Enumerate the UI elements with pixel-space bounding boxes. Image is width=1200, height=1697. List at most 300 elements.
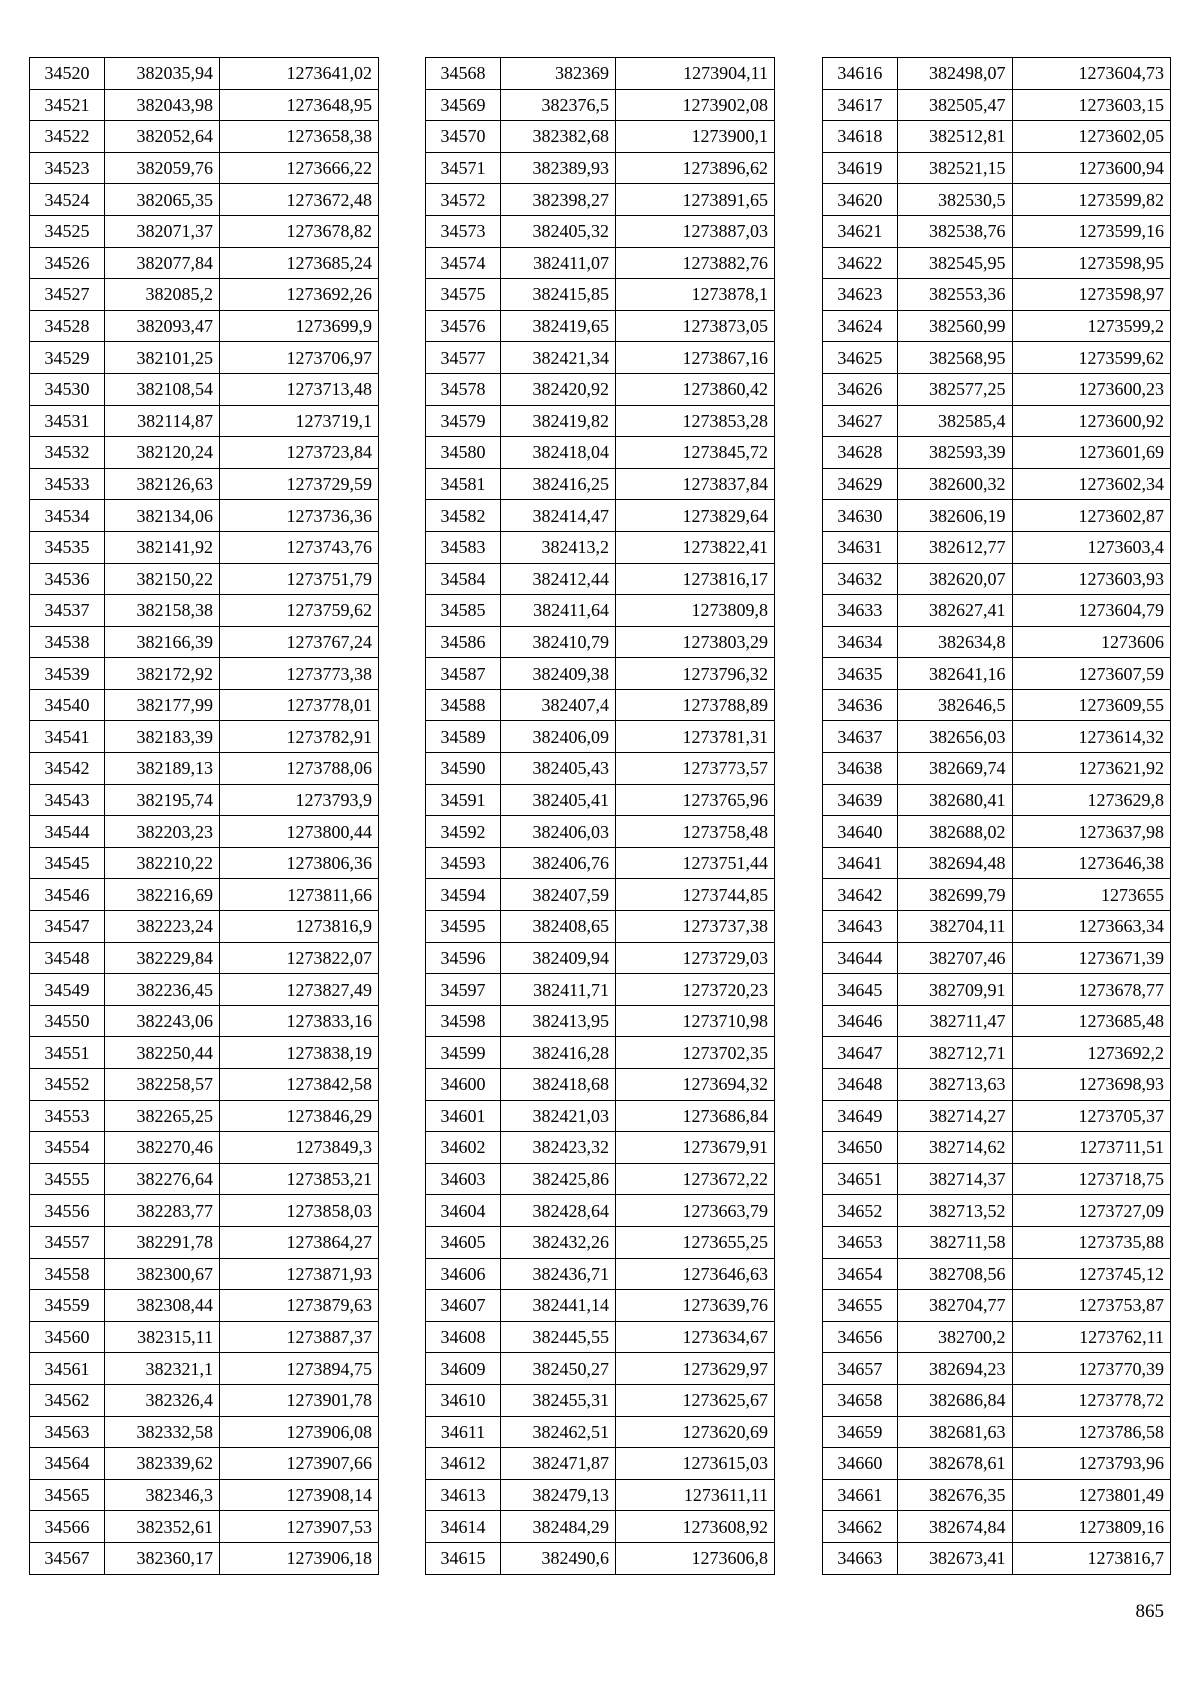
y-coordinate-cell: 1273735,88 [1012,1226,1170,1258]
point-number-cell: 34633 [823,595,898,627]
y-coordinate-cell: 1273816,17 [616,563,775,595]
x-coordinate-cell: 382071,37 [105,215,220,247]
point-number-cell: 34536 [30,563,105,595]
y-coordinate-cell: 1273718,75 [1012,1163,1170,1195]
point-number-cell: 34651 [823,1163,898,1195]
point-number-cell: 34553 [30,1100,105,1132]
table-row [823,658,1171,690]
x-coordinate-cell: 382423,32 [501,1132,616,1164]
table-row [30,753,379,785]
table-row [30,1132,379,1164]
coordinate-tables [29,57,1171,1577]
y-coordinate-cell: 1273601,69 [1012,437,1170,469]
table-row [823,626,1171,658]
table-row [30,215,379,247]
point-number-cell: 34544 [30,816,105,848]
y-coordinate-cell: 1273816,7 [1012,1542,1170,1574]
point-number-cell: 34557 [30,1226,105,1258]
point-number-cell: 34565 [30,1479,105,1511]
y-coordinate-cell: 1273833,16 [220,1005,379,1037]
x-coordinate-cell: 382419,82 [501,405,616,437]
point-number-cell: 34614 [426,1511,501,1543]
x-coordinate-cell: 382712,71 [897,1037,1012,1069]
y-coordinate-cell: 1273604,73 [1012,58,1170,90]
x-coordinate-cell: 382606,19 [897,500,1012,532]
point-number-cell: 34578 [426,373,501,405]
y-coordinate-cell: 1273838,19 [220,1037,379,1069]
y-coordinate-cell: 1273600,94 [1012,152,1170,184]
table-row [426,626,775,658]
table-row [426,215,775,247]
table-row [30,1037,379,1069]
x-coordinate-cell: 382059,76 [105,152,220,184]
y-coordinate-cell: 1273887,37 [220,1321,379,1353]
x-coordinate-cell: 382413,2 [501,531,616,563]
coordinate-table-3 [822,57,1171,1575]
y-coordinate-cell: 1273907,53 [220,1511,379,1543]
x-coordinate-cell: 382419,65 [501,310,616,342]
x-coordinate-cell: 382634,8 [897,626,1012,658]
point-number-cell: 34555 [30,1163,105,1195]
table-row [30,1448,379,1480]
point-number-cell: 34616 [823,58,898,90]
point-number-cell: 34600 [426,1069,501,1101]
point-number-cell: 34558 [30,1258,105,1290]
y-coordinate-cell: 1273646,38 [1012,847,1170,879]
y-coordinate-cell: 1273641,02 [220,58,379,90]
table-row [30,974,379,1006]
point-number-cell: 34537 [30,595,105,627]
table-row [426,1542,775,1574]
y-coordinate-cell: 1273655,25 [616,1226,775,1258]
table-row [426,816,775,848]
y-coordinate-cell: 1273672,48 [220,184,379,216]
table-row [30,626,379,658]
y-coordinate-cell: 1273678,77 [1012,974,1170,1006]
y-coordinate-cell: 1273705,37 [1012,1100,1170,1132]
table-row [30,689,379,721]
x-coordinate-cell: 382177,99 [105,689,220,721]
point-number-cell: 34646 [823,1005,898,1037]
y-coordinate-cell: 1273720,23 [616,974,775,1006]
point-number-cell: 34576 [426,310,501,342]
table-row [30,1384,379,1416]
y-coordinate-cell: 1273882,76 [616,247,775,279]
table-row [30,121,379,153]
y-coordinate-cell: 1273901,78 [220,1384,379,1416]
y-coordinate-cell: 1273609,55 [1012,689,1170,721]
x-coordinate-cell: 382410,79 [501,626,616,658]
table-row [823,500,1171,532]
table-row [30,1100,379,1132]
x-coordinate-cell: 382641,16 [897,658,1012,690]
table-row [30,942,379,974]
x-coordinate-cell: 382441,14 [501,1290,616,1322]
table-row [30,247,379,279]
y-coordinate-cell: 1273723,84 [220,437,379,469]
x-coordinate-cell: 382676,35 [897,1479,1012,1511]
y-coordinate-cell: 1273751,44 [616,847,775,879]
y-coordinate-cell: 1273629,8 [1012,784,1170,816]
table-row [426,1163,775,1195]
x-coordinate-cell: 382656,03 [897,721,1012,753]
x-coordinate-cell: 382414,47 [501,500,616,532]
x-coordinate-cell: 382627,41 [897,595,1012,627]
point-number-cell: 34654 [823,1258,898,1290]
y-coordinate-cell: 1273908,14 [220,1479,379,1511]
point-number-cell: 34539 [30,658,105,690]
point-number-cell: 34541 [30,721,105,753]
point-number-cell: 34526 [30,247,105,279]
y-coordinate-cell: 1273765,96 [616,784,775,816]
x-coordinate-cell: 382352,61 [105,1511,220,1543]
table-row [30,1005,379,1037]
table-row [823,1132,1171,1164]
table-row [823,121,1171,153]
point-number-cell: 34562 [30,1384,105,1416]
x-coordinate-cell: 382389,93 [501,152,616,184]
x-coordinate-cell: 382711,58 [897,1226,1012,1258]
y-coordinate-cell: 1273773,57 [616,753,775,785]
point-number-cell: 34643 [823,911,898,943]
point-number-cell: 34627 [823,405,898,437]
table-row [30,279,379,311]
point-number-cell: 34577 [426,342,501,374]
x-coordinate-cell: 382445,55 [501,1321,616,1353]
y-coordinate-cell: 1273759,62 [220,595,379,627]
x-coordinate-cell: 382420,92 [501,373,616,405]
x-coordinate-cell: 382270,46 [105,1132,220,1164]
table-row [30,405,379,437]
x-coordinate-cell: 382407,59 [501,879,616,911]
x-coordinate-cell: 382408,65 [501,911,616,943]
y-coordinate-cell: 1273751,79 [220,563,379,595]
x-coordinate-cell: 382585,4 [897,405,1012,437]
x-coordinate-cell: 382498,07 [897,58,1012,90]
y-coordinate-cell: 1273891,65 [616,184,775,216]
table-row [30,1511,379,1543]
table-row [30,89,379,121]
y-coordinate-cell: 1273603,15 [1012,89,1170,121]
table-row [30,468,379,500]
y-coordinate-cell: 1273663,79 [616,1195,775,1227]
x-coordinate-cell: 382688,02 [897,816,1012,848]
point-number-cell: 34545 [30,847,105,879]
y-coordinate-cell: 1273767,24 [220,626,379,658]
x-coordinate-cell: 382568,95 [897,342,1012,374]
y-coordinate-cell: 1273906,18 [220,1542,379,1574]
y-coordinate-cell: 1273727,09 [1012,1195,1170,1227]
table-row [426,279,775,311]
point-number-cell: 34637 [823,721,898,753]
point-number-cell: 34609 [426,1353,501,1385]
x-coordinate-cell: 382484,29 [501,1511,616,1543]
point-number-cell: 34564 [30,1448,105,1480]
y-coordinate-cell: 1273773,38 [220,658,379,690]
x-coordinate-cell: 382600,32 [897,468,1012,500]
table-row [426,1448,775,1480]
table-row [426,1321,775,1353]
x-coordinate-cell: 382421,03 [501,1100,616,1132]
x-coordinate-cell: 382406,03 [501,816,616,848]
table-row [426,531,775,563]
table-row [30,1321,379,1353]
point-number-cell: 34652 [823,1195,898,1227]
y-coordinate-cell: 1273655 [1012,879,1170,911]
x-coordinate-cell: 382425,86 [501,1163,616,1195]
y-coordinate-cell: 1273663,34 [1012,911,1170,943]
y-coordinate-cell: 1273604,79 [1012,595,1170,627]
x-coordinate-cell: 382093,47 [105,310,220,342]
y-coordinate-cell: 1273600,92 [1012,405,1170,437]
y-coordinate-cell: 1273737,38 [616,911,775,943]
x-coordinate-cell: 382332,58 [105,1416,220,1448]
table-row [823,1290,1171,1322]
y-coordinate-cell: 1273646,63 [616,1258,775,1290]
y-coordinate-cell: 1273902,08 [616,89,775,121]
x-coordinate-cell: 382150,22 [105,563,220,595]
table-row [823,816,1171,848]
point-number-cell: 34542 [30,753,105,785]
point-number-cell: 34628 [823,437,898,469]
point-number-cell: 34641 [823,847,898,879]
table-row [823,405,1171,437]
point-number-cell: 34584 [426,563,501,595]
table-row [823,1037,1171,1069]
point-number-cell: 34571 [426,152,501,184]
table-row [30,1479,379,1511]
y-coordinate-cell: 1273606,8 [616,1542,775,1574]
y-coordinate-cell: 1273678,82 [220,215,379,247]
x-coordinate-cell: 382713,63 [897,1069,1012,1101]
point-number-cell: 34615 [426,1542,501,1574]
x-coordinate-cell: 382455,31 [501,1384,616,1416]
y-coordinate-cell: 1273729,03 [616,942,775,974]
x-coordinate-cell: 382412,44 [501,563,616,595]
point-number-cell: 34540 [30,689,105,721]
point-number-cell: 34560 [30,1321,105,1353]
table-row [823,563,1171,595]
x-coordinate-cell: 382577,25 [897,373,1012,405]
coordinate-table-body [30,58,379,1575]
x-coordinate-cell: 382291,78 [105,1226,220,1258]
table-row [30,658,379,690]
y-coordinate-cell: 1273607,59 [1012,658,1170,690]
table-row [426,942,775,974]
table-row [30,437,379,469]
x-coordinate-cell: 382183,39 [105,721,220,753]
point-number-cell: 34556 [30,1195,105,1227]
table-row [823,1542,1171,1574]
y-coordinate-cell: 1273702,35 [616,1037,775,1069]
x-coordinate-cell: 382101,25 [105,342,220,374]
x-coordinate-cell: 382405,32 [501,215,616,247]
y-coordinate-cell: 1273648,95 [220,89,379,121]
y-coordinate-cell: 1273679,91 [616,1132,775,1164]
point-number-cell: 34645 [823,974,898,1006]
x-coordinate-cell: 382714,37 [897,1163,1012,1195]
point-number-cell: 34603 [426,1163,501,1195]
x-coordinate-cell: 382216,69 [105,879,220,911]
x-coordinate-cell: 382398,27 [501,184,616,216]
x-coordinate-cell: 382360,17 [105,1542,220,1574]
table-row [823,1163,1171,1195]
y-coordinate-cell: 1273603,93 [1012,563,1170,595]
table-row [426,1132,775,1164]
x-coordinate-cell: 382415,85 [501,279,616,311]
x-coordinate-cell: 382250,44 [105,1037,220,1069]
y-coordinate-cell: 1273598,97 [1012,279,1170,311]
point-number-cell: 34605 [426,1226,501,1258]
table-row [426,1416,775,1448]
y-coordinate-cell: 1273608,92 [616,1511,775,1543]
point-number-cell: 34621 [823,215,898,247]
point-number-cell: 34534 [30,500,105,532]
table-row [823,342,1171,374]
y-coordinate-cell: 1273796,32 [616,658,775,690]
x-coordinate-cell: 382409,94 [501,942,616,974]
x-coordinate-cell: 382479,13 [501,1479,616,1511]
table-row [823,1384,1171,1416]
table-row [426,658,775,690]
point-number-cell: 34549 [30,974,105,1006]
table-row [426,753,775,785]
y-coordinate-cell: 1273625,67 [616,1384,775,1416]
table-row [426,373,775,405]
x-coordinate-cell: 382538,76 [897,215,1012,247]
x-coordinate-cell: 382108,54 [105,373,220,405]
x-coordinate-cell: 382674,84 [897,1511,1012,1543]
x-coordinate-cell: 382265,25 [105,1100,220,1132]
table-row [823,58,1171,90]
x-coordinate-cell: 382405,41 [501,784,616,816]
table-row [30,1163,379,1195]
point-number-cell: 34543 [30,784,105,816]
table-row [823,1258,1171,1290]
x-coordinate-cell: 382714,62 [897,1132,1012,1164]
table-row [30,563,379,595]
point-number-cell: 34552 [30,1069,105,1101]
y-coordinate-cell: 1273867,16 [616,342,775,374]
y-coordinate-cell: 1273744,85 [616,879,775,911]
y-coordinate-cell: 1273685,24 [220,247,379,279]
point-number-cell: 34630 [823,500,898,532]
x-coordinate-cell: 382065,35 [105,184,220,216]
table-row [426,121,775,153]
point-number-cell: 34595 [426,911,501,943]
table-row [426,879,775,911]
table-row [823,373,1171,405]
y-coordinate-cell: 1273639,76 [616,1290,775,1322]
point-number-cell: 34532 [30,437,105,469]
table-row [426,342,775,374]
y-coordinate-cell: 1273845,72 [616,437,775,469]
x-coordinate-cell: 382704,77 [897,1290,1012,1322]
point-number-cell: 34594 [426,879,501,911]
point-number-cell: 34634 [823,626,898,658]
x-coordinate-cell: 382681,63 [897,1416,1012,1448]
point-number-cell: 34538 [30,626,105,658]
y-coordinate-cell: 1273602,87 [1012,500,1170,532]
table-row [823,468,1171,500]
point-number-cell: 34655 [823,1290,898,1322]
x-coordinate-cell: 382308,44 [105,1290,220,1322]
x-coordinate-cell: 382462,51 [501,1416,616,1448]
table-row [426,89,775,121]
y-coordinate-cell: 1273599,82 [1012,184,1170,216]
table-row [426,152,775,184]
y-coordinate-cell: 1273685,48 [1012,1005,1170,1037]
x-coordinate-cell: 382406,76 [501,847,616,879]
x-coordinate-cell: 382646,5 [897,689,1012,721]
table-row [30,1069,379,1101]
table-row [823,1100,1171,1132]
table-row [426,974,775,1006]
y-coordinate-cell: 1273743,76 [220,531,379,563]
table-row [30,184,379,216]
point-number-cell: 34521 [30,89,105,121]
y-coordinate-cell: 1273629,97 [616,1353,775,1385]
x-coordinate-cell: 382707,46 [897,942,1012,974]
y-coordinate-cell: 1273658,38 [220,121,379,153]
point-number-cell: 34619 [823,152,898,184]
table-row [426,1100,775,1132]
point-number-cell: 34626 [823,373,898,405]
point-number-cell: 34611 [426,1416,501,1448]
y-coordinate-cell: 1273694,32 [616,1069,775,1101]
x-coordinate-cell: 382326,4 [105,1384,220,1416]
point-number-cell: 34568 [426,58,501,90]
y-coordinate-cell: 1273710,98 [616,1005,775,1037]
table-row [426,1353,775,1385]
table-row [30,911,379,943]
y-coordinate-cell: 1273827,49 [220,974,379,1006]
point-number-cell: 34586 [426,626,501,658]
y-coordinate-cell: 1273879,63 [220,1290,379,1322]
y-coordinate-cell: 1273900,1 [616,121,775,153]
point-number-cell: 34610 [426,1384,501,1416]
point-number-cell: 34585 [426,595,501,627]
table-row [30,310,379,342]
y-coordinate-cell: 1273692,26 [220,279,379,311]
x-coordinate-cell: 382709,91 [897,974,1012,1006]
x-coordinate-cell: 382490,6 [501,1542,616,1574]
x-coordinate-cell: 382699,79 [897,879,1012,911]
y-coordinate-cell: 1273793,96 [1012,1448,1170,1480]
x-coordinate-cell: 382411,71 [501,974,616,1006]
table-row [823,595,1171,627]
coordinate-table-body [426,58,775,1575]
table-row [823,1511,1171,1543]
x-coordinate-cell: 382713,52 [897,1195,1012,1227]
x-coordinate-cell: 382673,41 [897,1542,1012,1574]
y-coordinate-cell: 1273602,34 [1012,468,1170,500]
table-row [30,1258,379,1290]
point-number-cell: 34650 [823,1132,898,1164]
point-number-cell: 34530 [30,373,105,405]
point-number-cell: 34583 [426,531,501,563]
y-coordinate-cell: 1273853,21 [220,1163,379,1195]
y-coordinate-cell: 1273599,16 [1012,215,1170,247]
point-number-cell: 34593 [426,847,501,879]
y-coordinate-cell: 1273822,07 [220,942,379,974]
x-coordinate-cell: 382694,23 [897,1353,1012,1385]
x-coordinate-cell: 382376,5 [501,89,616,121]
point-number-cell: 34588 [426,689,501,721]
point-number-cell: 34589 [426,721,501,753]
point-number-cell: 34601 [426,1100,501,1132]
table-row [426,721,775,753]
